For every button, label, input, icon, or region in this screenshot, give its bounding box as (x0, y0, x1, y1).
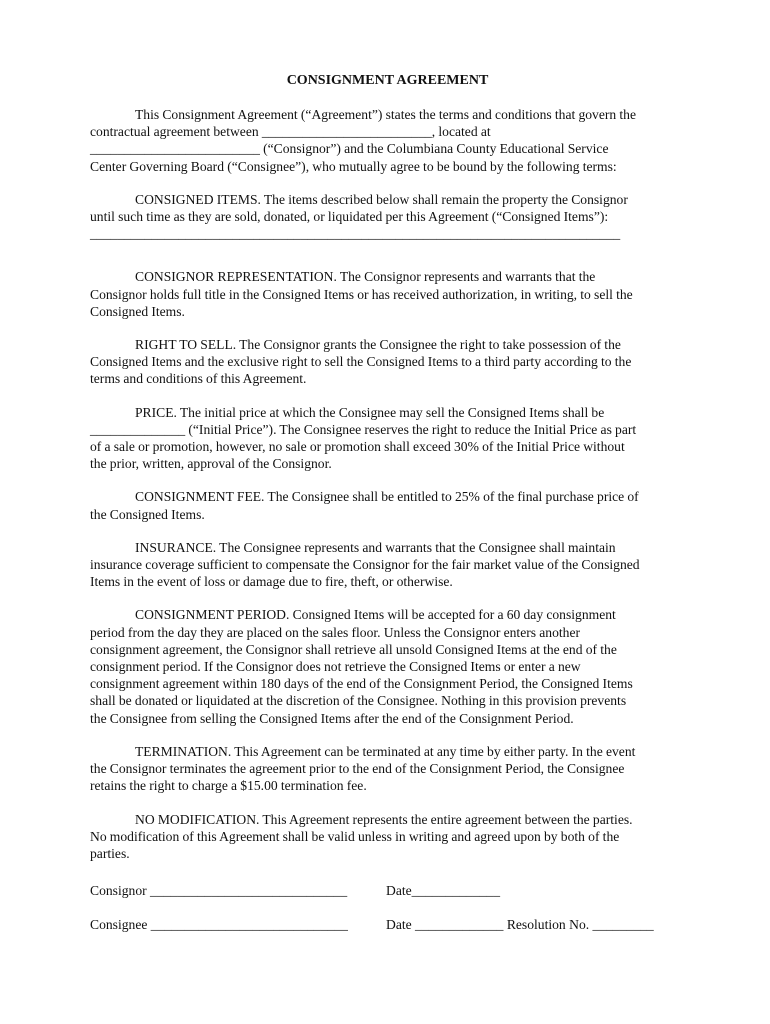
period-line-7: the Consignee from selling the Consigned Items after the end of the Consignment Period. (90, 710, 574, 726)
consigned-items-line-2: until such time as they are sold, donated, or liquidated per this Agreement (“Consigned Items”): (90, 209, 609, 225)
consignor-signature-row (90, 882, 685, 900)
period-line-3: consignment agreement, the Consignor shall retrieve all unsold Consigned Items at the end of the (90, 641, 617, 657)
period-line-6: shall be donated or liquidated at the discretion of the Consignee. Nothing in this provision prevents (90, 693, 627, 709)
termination-line-1: TERMINATION. This Agreement can be terminated at any time by either party. In the event (135, 743, 636, 759)
no-modification-paragraph (90, 811, 685, 863)
insurance-paragraph (90, 539, 685, 591)
consignee-date-resolution-field[interactable]: Date _____________ Resolution No. _________ (386, 917, 654, 933)
consigned-items-blank-line: ______________________________________________________________________________ (90, 226, 621, 242)
consignor-date-field[interactable]: Date_____________ (386, 883, 501, 899)
consignee-signature-field[interactable]: Consignee _____________________________ (90, 917, 348, 933)
termination-paragraph (90, 743, 685, 795)
no-modification-line-3: parties. (90, 845, 130, 861)
representation-line-3: Consigned Items. (90, 303, 185, 319)
termination-line-2: the Consignor terminates the agreement prior to the end of the Consignment Period, the Consignee (90, 761, 625, 777)
period-line-5: consignment agreement within 180 days of the end of the Consignment Period, the Consigned Items (90, 676, 633, 692)
representation-line-1: CONSIGNOR REPRESENTATION. The Consignor represents and warrants that the (135, 269, 596, 285)
fee-paragraph (90, 488, 685, 522)
agreement-page (90, 72, 685, 934)
insurance-line-3: Items in the event of loss or damage due to fire, theft, or otherwise. (90, 574, 453, 590)
right-to-sell-line-2: Consigned Items and the exclusive right to sell the Consigned Items to a third party according to the (90, 354, 632, 370)
intro-line-2: contractual agreement between _________________________, located at (90, 124, 491, 140)
period-paragraph (90, 606, 685, 726)
representation-paragraph (90, 268, 685, 320)
fee-line-1: CONSIGNMENT FEE. The Consignee shall be entitled to 25% of the final purchase price of (135, 489, 639, 505)
consigned-items-line-1: CONSIGNED ITEMS. The items described below shall remain the property the Consignor (135, 191, 628, 207)
price-line-2: ______________ (“Initial Price”). The Consignee reserves the right to reduce the Initial Price as part (90, 421, 637, 437)
consignor-signature-field[interactable]: Consignor _____________________________ (90, 883, 348, 899)
intro-line-3: _________________________ (“Consignor”) and the Columbiana County Educational Service (90, 141, 609, 157)
price-line-4: the prior, written, approval of the Consignor. (90, 456, 332, 472)
document-title: CONSIGNMENT AGREEMENT (286, 73, 489, 88)
right-to-sell-line-1: RIGHT TO SELL. The Consignor grants the Consignee the right to take possession of the (135, 337, 621, 353)
period-line-4: consignment period. If the Consignor does not retrieve the Consigned Items or enter a new (90, 659, 581, 675)
no-modification-line-1: NO MODIFICATION. This Agreement represents the entire agreement between the parties. (135, 811, 633, 827)
insurance-line-1: INSURANCE. The Consignee represents and warrants that the Consignee shall maintain (135, 539, 616, 555)
consigned-items-paragraph (90, 191, 685, 243)
intro-paragraph (90, 106, 685, 175)
period-line-2: period from the day they are placed on the sales floor. Unless the Consignor enters another (90, 624, 581, 640)
price-line-1: PRICE. The initial price at which the Consignee may sell the Consigned Items shall be (135, 404, 605, 420)
price-paragraph (90, 404, 685, 473)
period-line-1: CONSIGNMENT PERIOD. Consigned Items will be accepted for a 60 day consignment (135, 607, 616, 623)
fee-line-2: the Consigned Items. (90, 506, 205, 522)
intro-line-1: This Consignment Agreement (“Agreement”) states the terms and conditions that govern the (135, 107, 637, 122)
intro-line-4: Center Governing Board (“Consignee”), who mutually agree to be bound by the following terms: (90, 158, 617, 174)
consignee-signature-row (90, 916, 685, 934)
right-to-sell-line-3: terms and conditions of this Agreement. (90, 371, 307, 387)
insurance-line-2: insurance coverage sufficient to compensate the Consignor for the fair market value of the Consigned (90, 557, 640, 573)
right-to-sell-paragraph (90, 336, 685, 388)
termination-line-3: retains the right to charge a $15.00 termination fee. (90, 778, 367, 794)
price-line-3: of a sale or promotion, however, no sale or promotion shall exceed 30% of the Initial Price without (90, 439, 625, 455)
no-modification-line-2: No modification of this Agreement shall be valid unless in writing and agreed upon by both of the (90, 828, 620, 844)
representation-line-2: Consignor holds full title in the Consigned Items or has received authorization, in writing, to sell the (90, 286, 633, 302)
